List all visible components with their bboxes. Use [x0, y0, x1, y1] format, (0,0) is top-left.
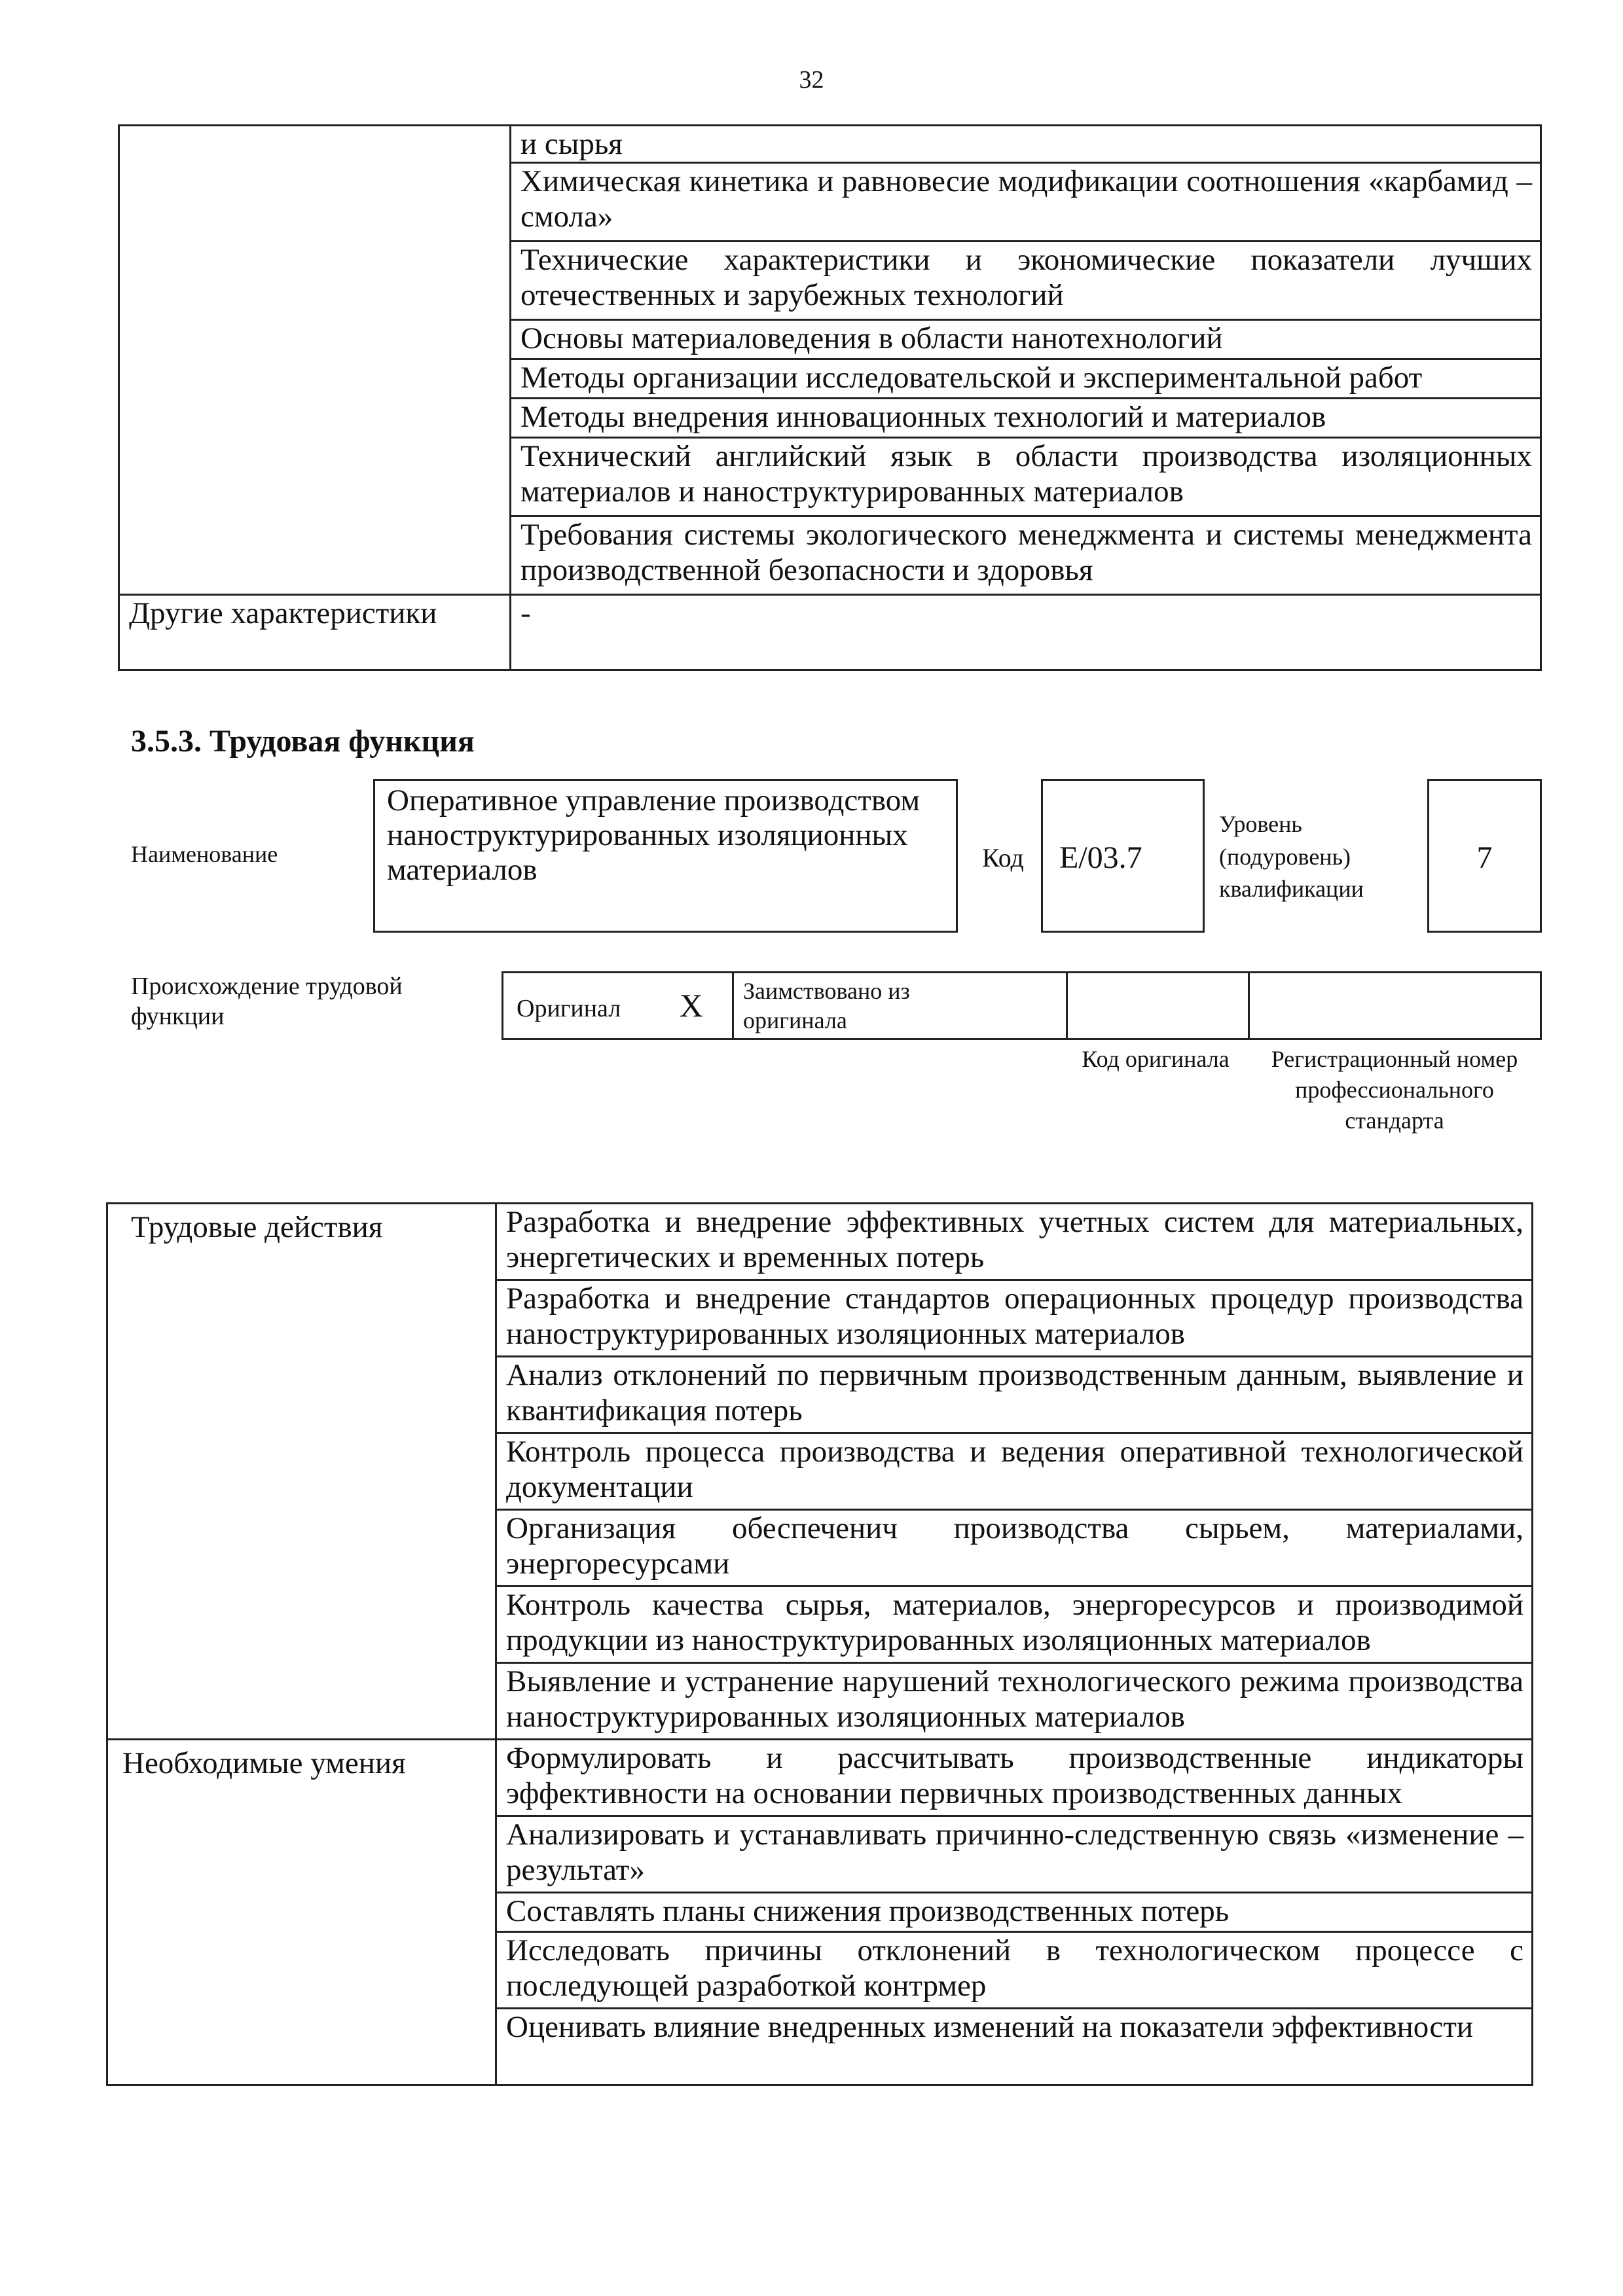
code-label: Код [982, 843, 1024, 872]
skill-item: Формулировать и рассчитывать производственные индикаторы эффективности на основании первичных производственных данных [496, 1740, 1533, 1816]
page-number: 32 [799, 66, 824, 94]
code-caption: Код оригинала [1082, 1046, 1230, 1072]
knowledge-item: Методы организации исследовательской и экспериментальной работ [511, 359, 1541, 399]
name-box [373, 779, 958, 933]
labor-actions-label: Трудовые действия [107, 1204, 496, 1740]
skill-item: Анализировать и устанавливать причинно-следственную связь «изменение – результат» [496, 1816, 1533, 1893]
skill-item: Оценивать влияние внедренных изменений на показатели эффективности [496, 2009, 1533, 2085]
section-title: 3.5.3. Трудовая функция [131, 724, 475, 759]
original-cell [503, 973, 733, 1039]
level-box [1427, 779, 1542, 933]
knowledge-item: Основы материаловедения в области нанотехнологий [511, 320, 1541, 359]
other-characteristics-value: - [511, 595, 1541, 670]
labor-action-item: Контроль процесса производства и ведения оперативной технологической документации [496, 1433, 1533, 1510]
other-characteristics-label: Другие характеристики [119, 595, 511, 670]
knowledge-item: Технический английский язык в области производства изоляционных материалов и наноструктурированных материалов [511, 438, 1541, 516]
knowledge-item: Технические характеристики и экономические показатели лучших отечественных и зарубежных технологий [511, 242, 1541, 320]
labor-action-item: Разработка и внедрение стандартов операционных процедур производства наноструктурированных изоляционных материалов [496, 1280, 1533, 1357]
empty-label-cell [119, 126, 511, 595]
origin-label: Происхождение трудовой функции [131, 973, 403, 1030]
labor-action-item: Контроль качества сырья, материалов, энергоресурсов и производимой продукции из наноструктурированных изоляционных материалов [496, 1587, 1533, 1663]
name-value: Оперативное управление производством наноструктурированных изоляционных материалов [387, 783, 921, 888]
original-code-cell [1067, 973, 1249, 1039]
labor-action-item: Разработка и внедрение эффективных учетных систем для материальных, энергетических и временных потерь [496, 1204, 1533, 1280]
code-value: E/03.7 [1059, 840, 1142, 875]
knowledge-item: Химическая кинетика и равновесие модификации соотношения «карбамид – смола» [511, 163, 1541, 242]
knowledge-item: и сырья [511, 126, 1541, 163]
code-box [1041, 779, 1205, 933]
skill-item: Составлять планы снижения производственных потерь [496, 1893, 1533, 1932]
borrowed-label: Заимствовано из оригинала [733, 973, 1067, 1039]
labor-actions-table [106, 1202, 1533, 2086]
knowledge-item: Требования системы экологического менеджмента и системы менеджмента производственной безопасности и здоровья [511, 516, 1541, 595]
original-mark: X [679, 986, 703, 1024]
level-label: Уровень (подуровень) квалификации [1219, 811, 1364, 903]
labor-action-item: Анализ отклонений по первичным производственным данным, выявление и квантификация потерь [496, 1357, 1533, 1433]
labor-action-item: Организация обеспеченич производства сырьем, материалами, энергоресурсами [496, 1510, 1533, 1587]
original-label: Оригинал [517, 994, 621, 1022]
required-skills-label: Необходимые умения [107, 1740, 496, 2085]
labor-action-item: Выявление и устранение нарушений технологического режима производства наноструктурированных изоляционных материалов [496, 1663, 1533, 1740]
registration-caption: Регистрационный номер профессионального стандарта [1271, 1046, 1518, 1134]
origin-table [501, 971, 1542, 1040]
name-label: Наименование [131, 841, 278, 867]
level-value: 7 [1476, 840, 1493, 875]
knowledge-item: Методы внедрения инновационных технологий и материалов [511, 399, 1541, 438]
skill-item: Исследовать причины отклонений в технологическом процессе с последующей разработкой контрмер [496, 1932, 1533, 2009]
knowledge-table-continuation [118, 124, 1542, 671]
registration-number-cell [1249, 973, 1541, 1039]
